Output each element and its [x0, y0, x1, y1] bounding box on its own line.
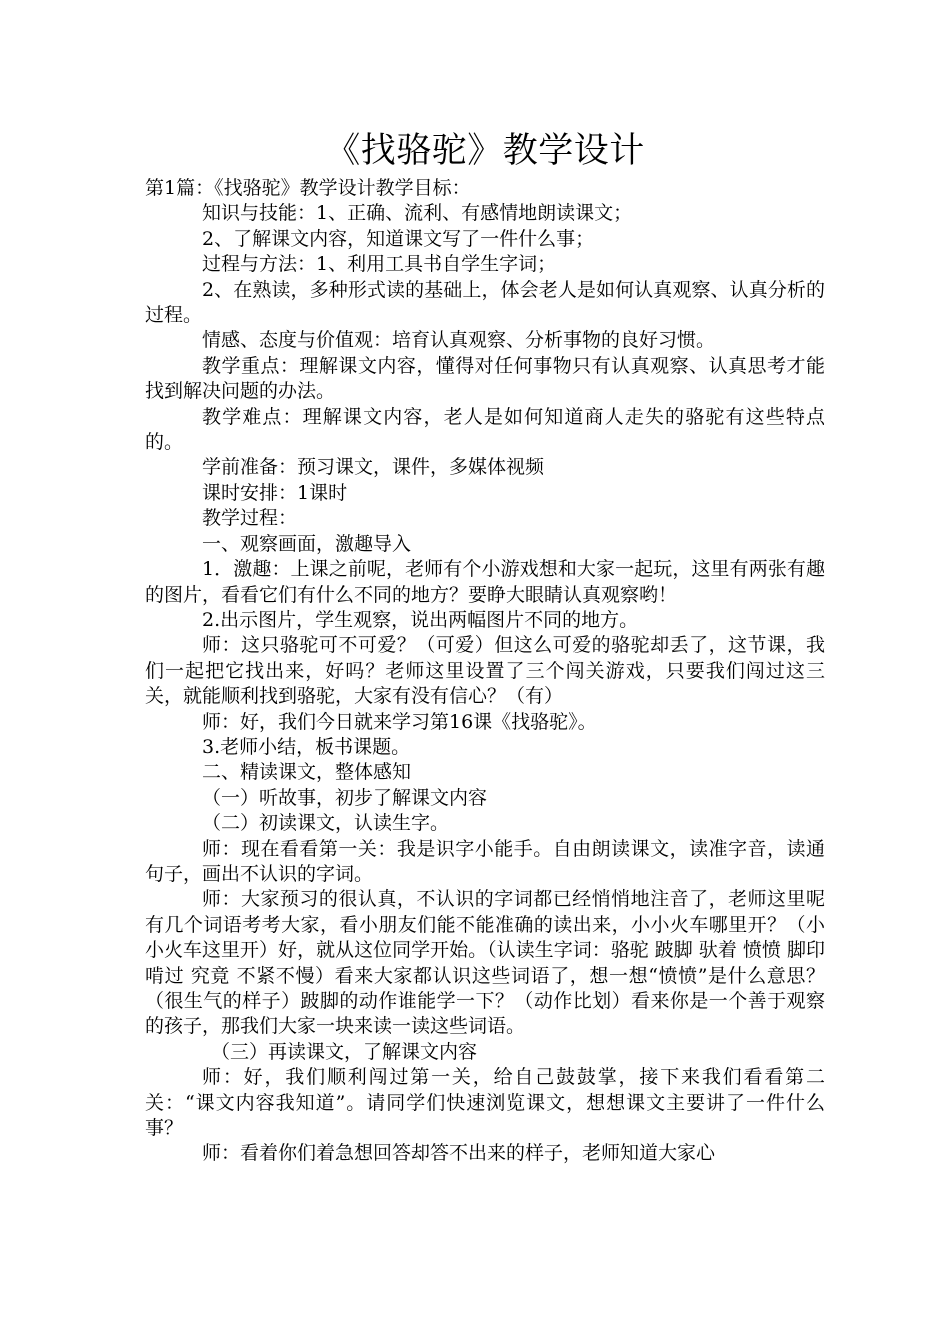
paragraph: 教学重点：理解课文内容，懂得对任何事物只有认真观察、认真思考才能找到解决问题的办法。: [145, 354, 825, 403]
paragraph: 情感、态度与价值观：培育认真观察、分析事物的良好习惯。: [202, 329, 716, 352]
paragraph: 1．激趣：上课之前呢，老师有个小游戏想和大家一起玩，这里有两张有趣的图片，看看它们有什么不同的地方？要睁大眼睛认真观察哟！: [145, 558, 825, 606]
paragraph: 师：大家预习的很认真，不认识的字词都已经悄悄地注音了，老师这里呢有几个词语考考大家，看小朋友们能不能准确的读出来，小小火车哪里开？（小小火车这里开）好，就从这位同学开始。（认读生字词：骆驼 跛脚 驮着 愤愤 脚印 啃过 究竟 不紧不慢）看来大家都认识这些词语了，想一想“愤愤”是什么意思？（很生气的样子）跛脚的动作谁能学一下？（动作比划）看来你是一个善于观察的孩子，那我们大家一块来读一读这些词语。: [145, 888, 825, 1038]
paragraph: （三）再读课文，了解课文内容: [211, 1040, 478, 1063]
paragraph: 教学难点：理解课文内容，老人是如何知道商人走失的骆驼有这些特点的。: [145, 405, 825, 454]
paragraph: 过程与方法：1、利用工具书自学生字词；: [202, 253, 557, 276]
paragraph: 学前准备：预习课文，课件，多媒体视频: [202, 456, 545, 479]
paragraph: 师：好，我们今日就来学习第16课《找骆驼》。: [202, 710, 597, 733]
paragraph: 一、观察画面，激趣导入: [202, 532, 412, 555]
paragraph: 师：现在看看第一关：我是识字小能手。自由朗读课文，读准字音，读通句子，画出不认识的字词。: [145, 837, 825, 885]
paragraph: （一）听故事，初步了解课文内容: [202, 786, 488, 809]
document-page: [145, 128, 825, 1167]
paragraph: 2.出示图片，学生观察，说出两幅图片不同的地方。: [202, 608, 639, 631]
paragraph: 师：这只骆驼可不可爱？（可爱）但这么可爱的骆驼却丢了，这节课，我们一起把它找出来，好吗？老师这里设置了三个闯关游戏，只要我们闯过这三关，就能顺利找到骆驼，大家有没有信心？（有）: [145, 634, 825, 708]
paragraph: 二、精读课文，整体感知: [202, 761, 412, 784]
paragraph: 知识与技能：1、正确、流利、有感情地朗读课文；: [202, 202, 633, 225]
paragraph: 2、了解课文内容，知道课文写了一件什么事；: [202, 227, 595, 250]
document-title: 《找骆驼》教学设计: [325, 131, 645, 171]
paragraph: 课时安排：1课时: [202, 481, 348, 504]
paragraph: 教学过程：: [202, 507, 298, 530]
paragraph: 3.老师小结，板书课题。: [202, 735, 411, 758]
paragraph: 师：看着你们着急想回答却答不出来的样子，老师知道大家心: [202, 1142, 716, 1165]
paragraph: 第1篇：《找骆驼》教学设计教学目标：: [145, 177, 471, 199]
paragraph: 师：好，我们顺利闯过第一关，给自己鼓鼓掌，接下来我们看看第二关：“课文内容我知道”。请同学们快速浏览课文，想想课文主要讲了一件什么事？: [145, 1066, 825, 1140]
paragraph: （二）初读课文，认读生字。: [202, 812, 450, 835]
paragraph: 2、在熟读，多种形式读的基础上，体会老人是如何认真观察、认真分析的过程。: [145, 278, 825, 327]
